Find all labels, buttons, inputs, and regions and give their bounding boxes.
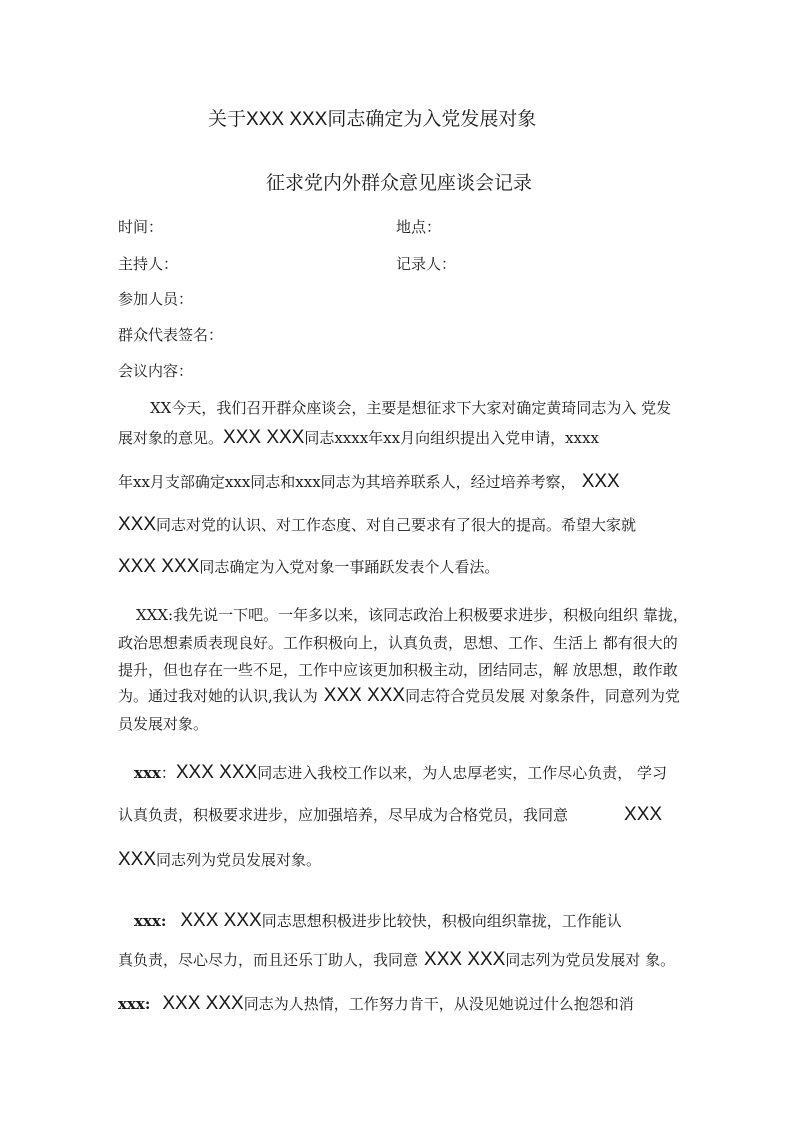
title-prefix: 关于: [208, 108, 247, 130]
speaker: xxx:: [118, 995, 151, 1013]
intro-line-4: [118, 515, 636, 535]
speech1-line-2: 政治思想素质表现良好。工作积极向上，认真负责，思想、工作、生活上 都有很大的: [118, 634, 678, 652]
speech2-line-3-post: 同志列为党员发展对象。: [156, 851, 322, 869]
intro-line-4-post: 同志对党的认识、对工作态度、对自己要求有了很大的提高。希望大家就: [156, 516, 637, 534]
placeholder-name: XXX XXX: [118, 556, 200, 577]
placeholder-name: XXX: [118, 849, 157, 870]
title-suffix: 同志确定为入党发展对象: [327, 108, 537, 130]
title-line-2: 征求党内外群众意见座谈会记录: [266, 172, 533, 194]
colon: ：: [160, 764, 176, 782]
recorder-label: 记录人：: [396, 255, 457, 273]
speech1-line-1: XXX:我先说一下吧。一年多以来，该同志政治上积极要求进步，积极向组织 靠拢，: [136, 606, 688, 624]
placeholder-name: XXX XXX: [162, 993, 244, 1014]
intro-line-2: [118, 428, 599, 448]
speech2-line-2-pre: 认真负责，积极要求进步，应加强培养，尽早成为合格党员，我同意: [118, 806, 569, 824]
placeholder-name: XXX XXX: [180, 910, 262, 931]
speech3-line-1: [134, 911, 622, 931]
speech2-line-2: [118, 805, 662, 825]
place-label: 地点：: [396, 218, 442, 236]
speech1-line-4: [118, 686, 680, 706]
speech4-line-1: [118, 994, 634, 1014]
signatures-label: 群众代表签名：: [118, 326, 224, 344]
host-label: 主持人：: [118, 255, 179, 273]
speech1-line-4-pre: 为。通过我对她的认识,我认为: [118, 687, 318, 705]
content-label: 会议内容：: [118, 362, 194, 380]
speech2-line-1-post: 同志进入我校工作以来，为人忠厚老实，工作尽心负责， 学习: [257, 764, 667, 782]
intro-line-5: [118, 557, 499, 577]
title-line-1: [208, 107, 536, 132]
title-placeholder-name: XXX XXX: [246, 109, 328, 130]
speaker: xxx: [134, 764, 161, 782]
intro-line-1: XX今天，我们召开群众座谈会，主要是想征求下大家对确定黄琦同志为入 党发: [150, 399, 672, 417]
intro-line-2-pre: 展对象的意见。: [118, 429, 224, 447]
intro-line-3: [118, 472, 620, 492]
speech1-line-5: 员发展对象。: [118, 715, 209, 733]
speech2-line-3: [118, 850, 321, 870]
placeholder-name: XXX: [118, 514, 157, 535]
time-label: 时间：: [118, 218, 164, 236]
speech3-line-2-pre: 真负责，尽心尽力，而且还乐丁助人，我同意: [118, 951, 419, 969]
placeholder-name: XXX XXX: [175, 762, 258, 783]
placeholder-name: XXX XXX: [323, 685, 406, 706]
speech4-line-1-post: 同志为人热情，工作努力肯干，从没见她说过什么抱怨和消: [243, 995, 634, 1013]
speech3-line-2-post: 同志列为党员发展对 象。: [505, 951, 676, 969]
placeholder-name: XXX: [624, 804, 663, 825]
placeholder-name: XXX: [581, 471, 620, 492]
intro-line-3-pre: 年xx月支部确定xxx同志和xxx同志为其培养联系人，经过培养考察，: [118, 473, 576, 491]
attendees-label: 参加人员：: [118, 290, 194, 308]
speech1-line-3: 提升，但也存在一些不足，工作中应该更加积极主动，团结同志，解 放思想，敢作敢: [118, 661, 678, 679]
speech3-line-2: [118, 950, 675, 970]
speech3-line-1-post: 同志思想积极进步比较快，积极向组织靠拢，工作能认: [261, 912, 622, 930]
placeholder-name: XXX XXX: [424, 949, 506, 970]
placeholder-name: XXX XXX: [223, 427, 305, 448]
speech1-line-4-post: 同志符合党员发展 对象条件，同意列为党: [405, 687, 680, 705]
speech2-line-1: [134, 763, 667, 783]
intro-line-2-post: 同志xxxx年xx月向组织提出入党申请，xxxx: [304, 429, 599, 447]
intro-line-5-post: 同志确定为入党对象一事踊跃发表个人看法。: [199, 558, 500, 576]
speaker: xxx:: [134, 912, 167, 930]
